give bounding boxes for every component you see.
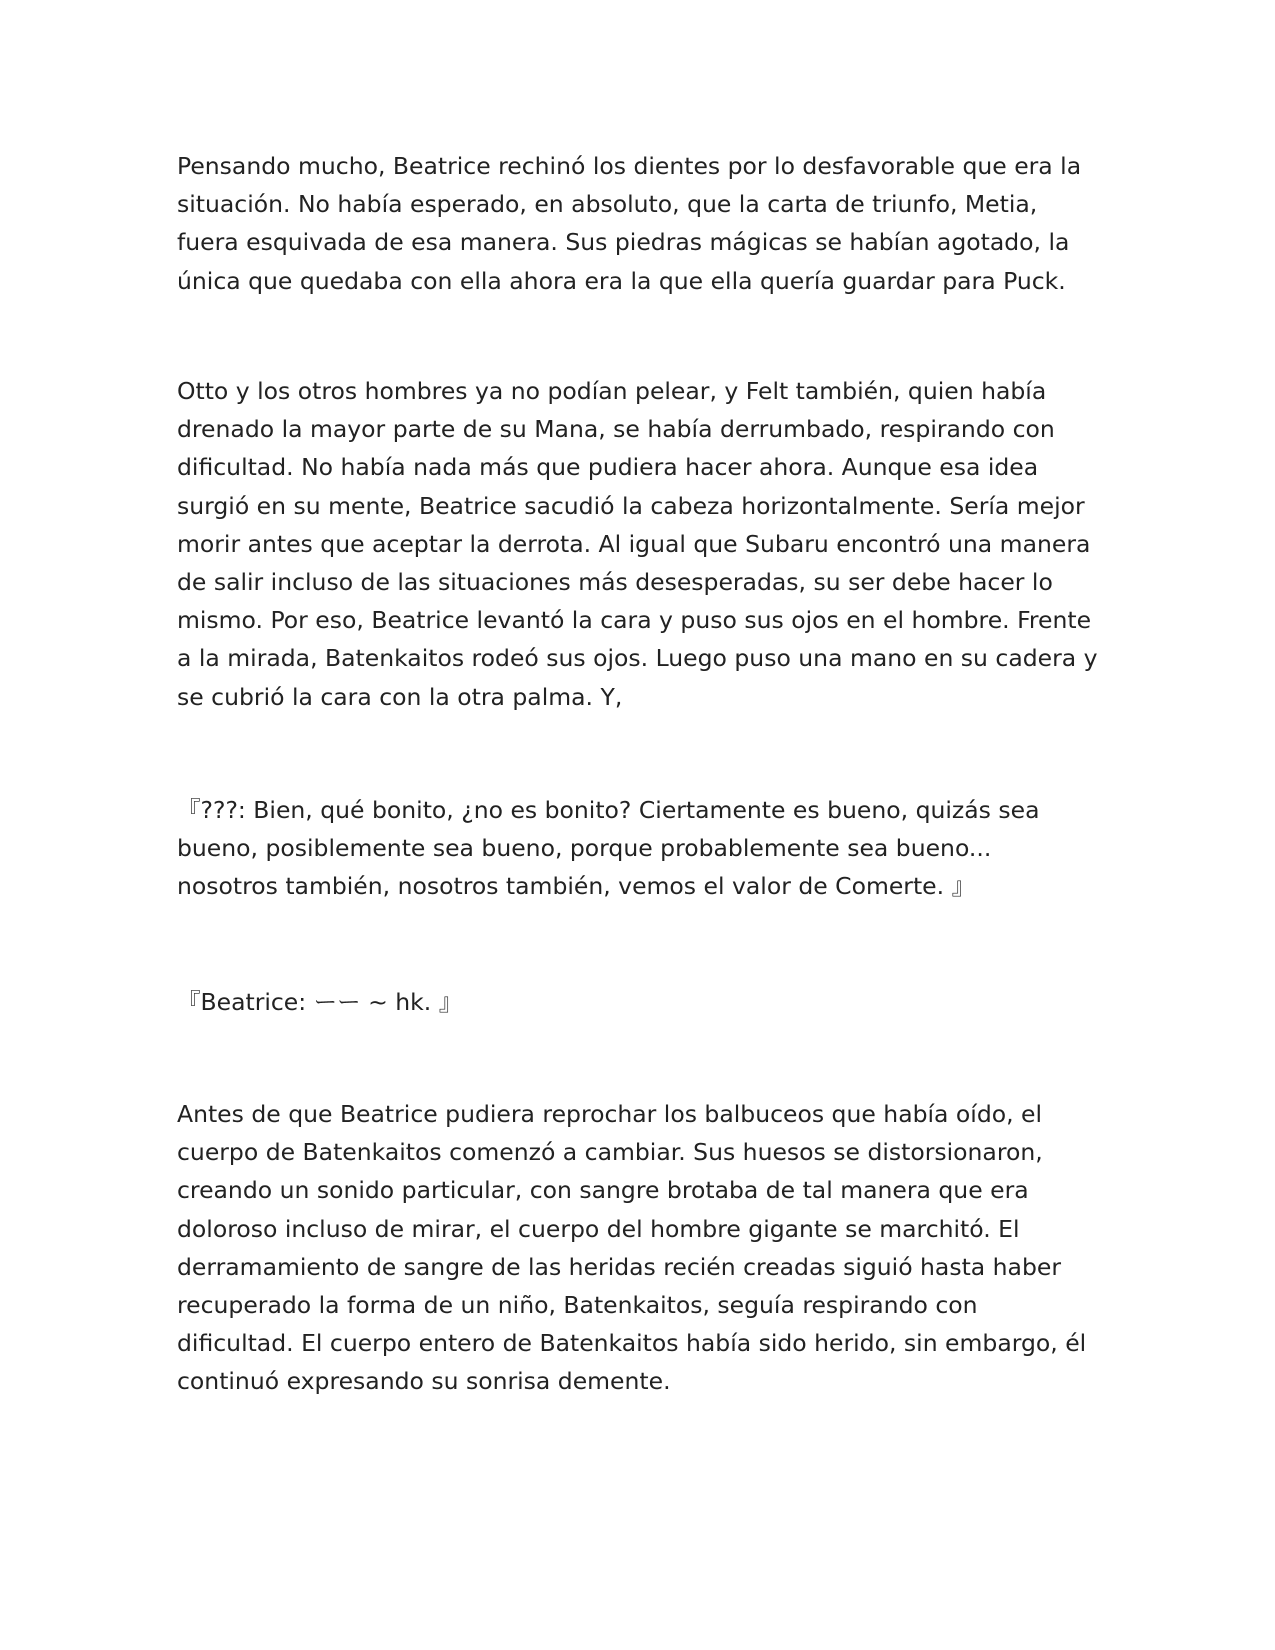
paragraph-transformation (177, 1095, 1107, 1401)
text-line: única que quedaba con ella ahora era la que ella quería guardar para Puck. (177, 266, 1066, 295)
text-line: dificultad. El cuerpo entero de Batenkaitos había sido herido, sin embargo, él (177, 1329, 1087, 1358)
text-line: de salir incluso de las situaciones más desesperadas, su ser debe hacer lo (177, 568, 1053, 597)
paragraph-beatrice-situation (177, 147, 1107, 300)
text-line: doloroso incluso de mirar, el cuerpo del hombre gigante se marchitó. El (177, 1214, 1020, 1243)
text-line: nosotros también, nosotros también, vemos el valor de Comerte. 』 (177, 872, 976, 901)
text-line: a la mirada, Batenkaitos rodeó sus ojos. Luego puso una mano en su cadera y (177, 644, 1098, 673)
text-line: bueno, posiblemente sea bueno, porque probablemente sea bueno... (177, 834, 992, 863)
text-line: Pensando mucho, Beatrice rechinó los dientes por lo desfavorable que era la (177, 152, 1082, 180)
text-line: derramamiento de sangre de las heridas recién creadas siguió hasta haber (177, 1252, 1061, 1281)
text-line: continuó expresando su sonrisa demente. (177, 1367, 671, 1396)
text-line: 『???: Bien, qué bonito, ¿no es bonito? Ciertamente es bueno, quizás sea (177, 796, 1040, 824)
text-line: morir antes que aceptar la derrota. Al igual que Subaru encontró una manera (177, 529, 1091, 558)
paragraph-otto-felt (177, 372, 1107, 716)
text-line: se cubrió la cara con la otra palma. Y, (177, 682, 623, 711)
dialogue-batenkaitos (177, 791, 1107, 906)
text-line: mismo. Por eso, Beatrice levantó la cara y puso sus ojos en el hombre. Frente (177, 606, 1092, 635)
text-line: surgió en su mente, Beatrice sacudió la cabeza horizontalmente. Sería mejor (177, 491, 1085, 520)
text-line: drenado la mayor parte de su Mana, se había derrumbado, respirando con (177, 415, 1055, 444)
text-line: fuera esquivada de esa manera. Sus piedras mágicas se habían agotado, la (177, 228, 1070, 257)
text-line: Antes de que Beatrice pudiera reprochar los balbuceos que había oído, el (177, 1100, 1043, 1128)
text-line: Otto y los otros hombres ya no podían pelear, y Felt también, quien había (177, 377, 1047, 405)
dialogue-beatrice (177, 983, 1107, 1021)
text-line: cuerpo de Batenkaitos comenzó a cambiar. Sus huesos se distorsionaron, (177, 1138, 1043, 1167)
text-line: situación. No había esperado, en absoluto, que la carta de triunfo, Metia, (177, 190, 1038, 219)
text-line: dificultad. No había nada más que pudiera hacer ahora. Aunque esa idea (177, 453, 1039, 482)
text-line: recuperado la forma de un niño, Batenkaitos, seguía respirando con (177, 1291, 978, 1320)
text-line: 『Beatrice: ーー ~ hk. 』 (177, 988, 463, 1016)
text-line: creando un sonido particular, con sangre brotaba de tal manera que era (177, 1176, 1029, 1205)
